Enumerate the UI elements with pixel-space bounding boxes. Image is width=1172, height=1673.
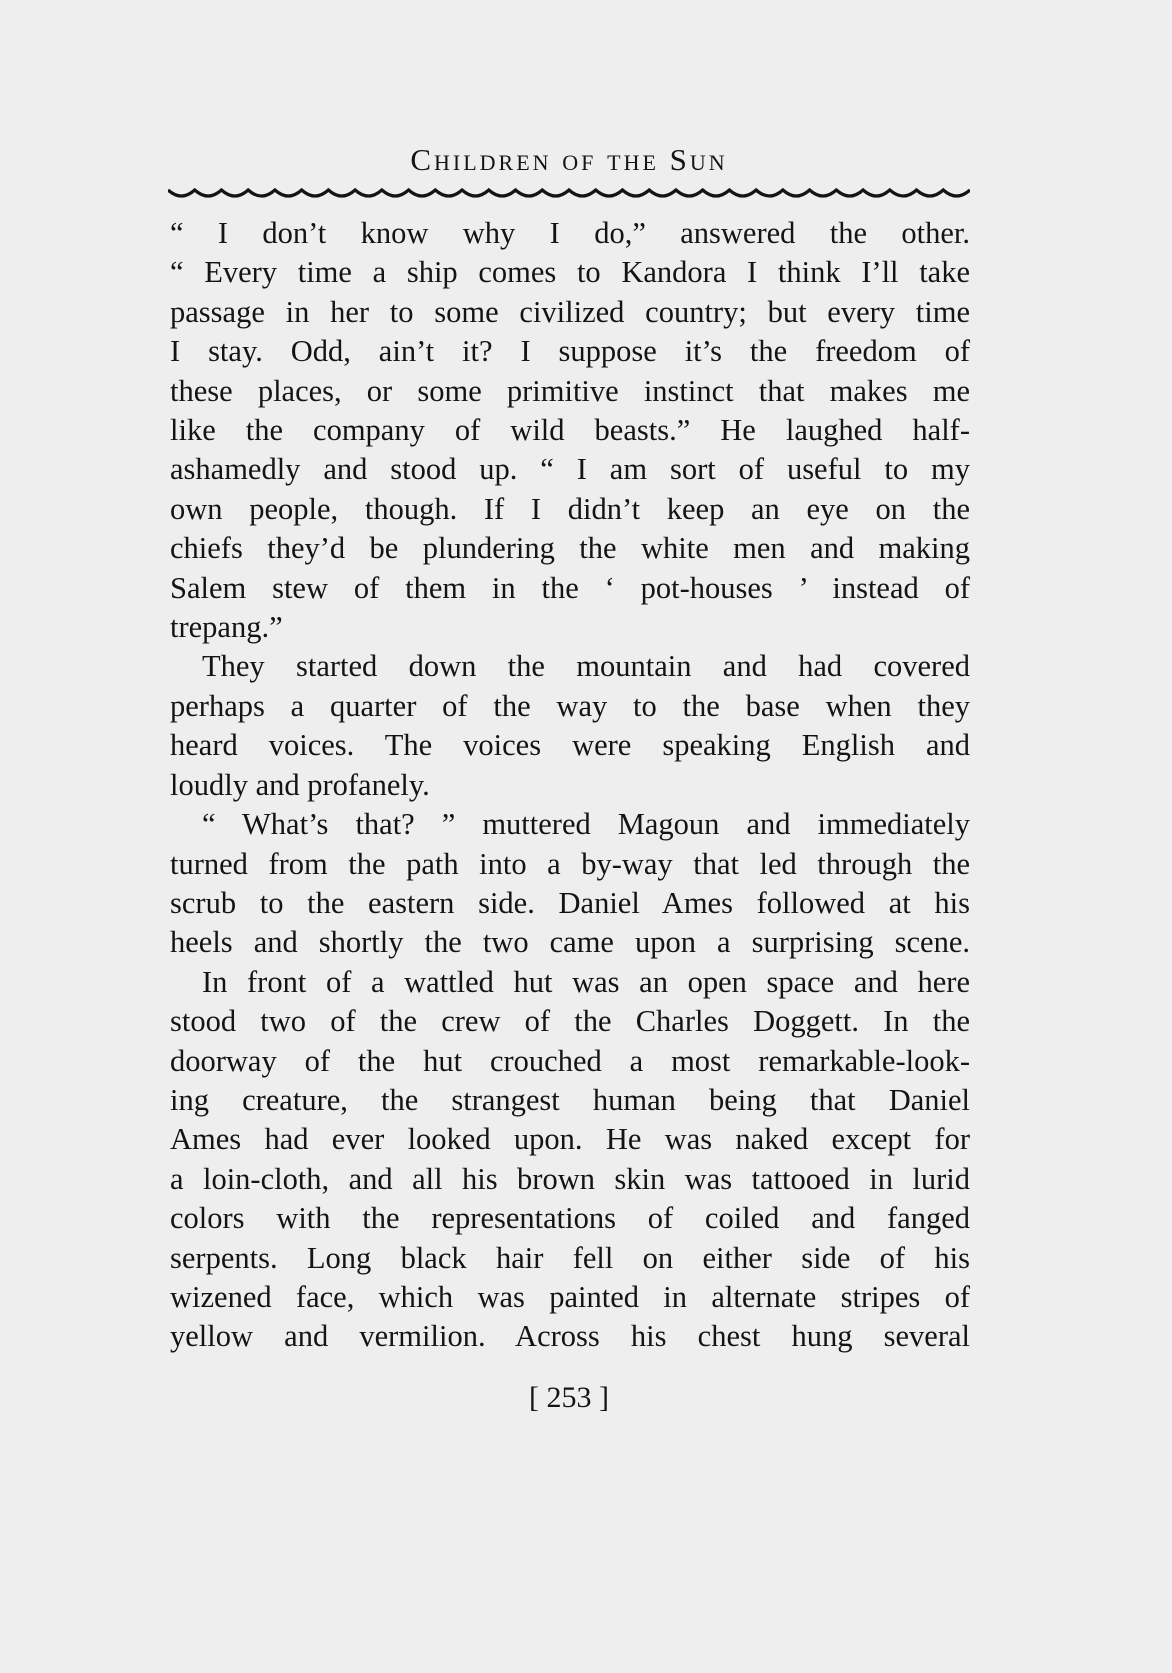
text-line: heels and shortly the two came upon a surprising scene. [170, 925, 970, 960]
text-line: serpents. Long black hair fell on either side of his [170, 1240, 970, 1275]
text-line: scrub to the eastern side. Daniel Ames followed at his [170, 885, 970, 920]
text-line: like the company of wild beasts.” He laughed half- [170, 413, 970, 448]
text-line: doorway of the hut crouched a most remarkable-look- [170, 1043, 970, 1078]
text-line: perhaps a quarter of the way to the base when they [170, 688, 970, 723]
text-line: I stay. Odd, ain’t it? I suppose it’s the freedom of [170, 334, 970, 369]
text-line: loudly and profanely. [170, 767, 430, 802]
text-line: Salem stew of them in the ‘ pot-houses ’ instead of [170, 570, 970, 605]
running-head: Children of the Sun [410, 142, 728, 177]
text-line: passage in her to some civilized country; but every time [170, 294, 970, 329]
page-number: [ 253 ] [529, 1381, 609, 1414]
text-line: colors with the representations of coiled and fanged [170, 1201, 970, 1236]
text-line: “ Every time a ship comes to Kandora I think I’ll take [170, 255, 970, 290]
text-line: stood two of the crew of the Charles Doggett. In the [170, 1004, 970, 1039]
text-line: yellow and vermilion. Across his chest hung several [170, 1319, 970, 1354]
text-line: wizened face, which was painted in alternate stripes of [170, 1279, 970, 1314]
text-line: ing creature, the strangest human being that Daniel [170, 1082, 970, 1117]
text-line: these places, or some primitive instinct that makes me [170, 373, 970, 408]
header-ornament-rule [168, 184, 970, 204]
text-line: own people, though. If I didn’t keep an eye on the [170, 491, 970, 526]
paragraph-1 [170, 214, 970, 647]
text-line: turned from the path into a by-way that led through the [170, 846, 970, 881]
text-line: “ I don’t know why I do,” answered the other. [170, 216, 970, 250]
body-text [170, 214, 970, 1357]
text-line: They started down the mountain and had covered [202, 649, 970, 684]
paragraph-2 [170, 647, 970, 805]
text-line: Ames had ever looked upon. He was naked except for [170, 1122, 970, 1157]
text-line: heard voices. The voices were speaking English and [170, 728, 970, 763]
text-line: trepang.” [170, 610, 283, 645]
text-line: a loin-cloth, and all his brown skin was tattooed in lurid [170, 1161, 970, 1196]
text-line: “ What’s that? ” muttered Magoun and immediately [202, 807, 970, 842]
paragraph-4 [170, 963, 970, 1357]
text-line: In front of a wattled hut was an open space and here [202, 964, 970, 999]
text-line: ashamedly and stood up. “ I am sort of useful to my [170, 452, 970, 487]
paragraph-3 [170, 805, 970, 963]
text-line: chiefs they’d be plundering the white men and making [170, 531, 970, 566]
